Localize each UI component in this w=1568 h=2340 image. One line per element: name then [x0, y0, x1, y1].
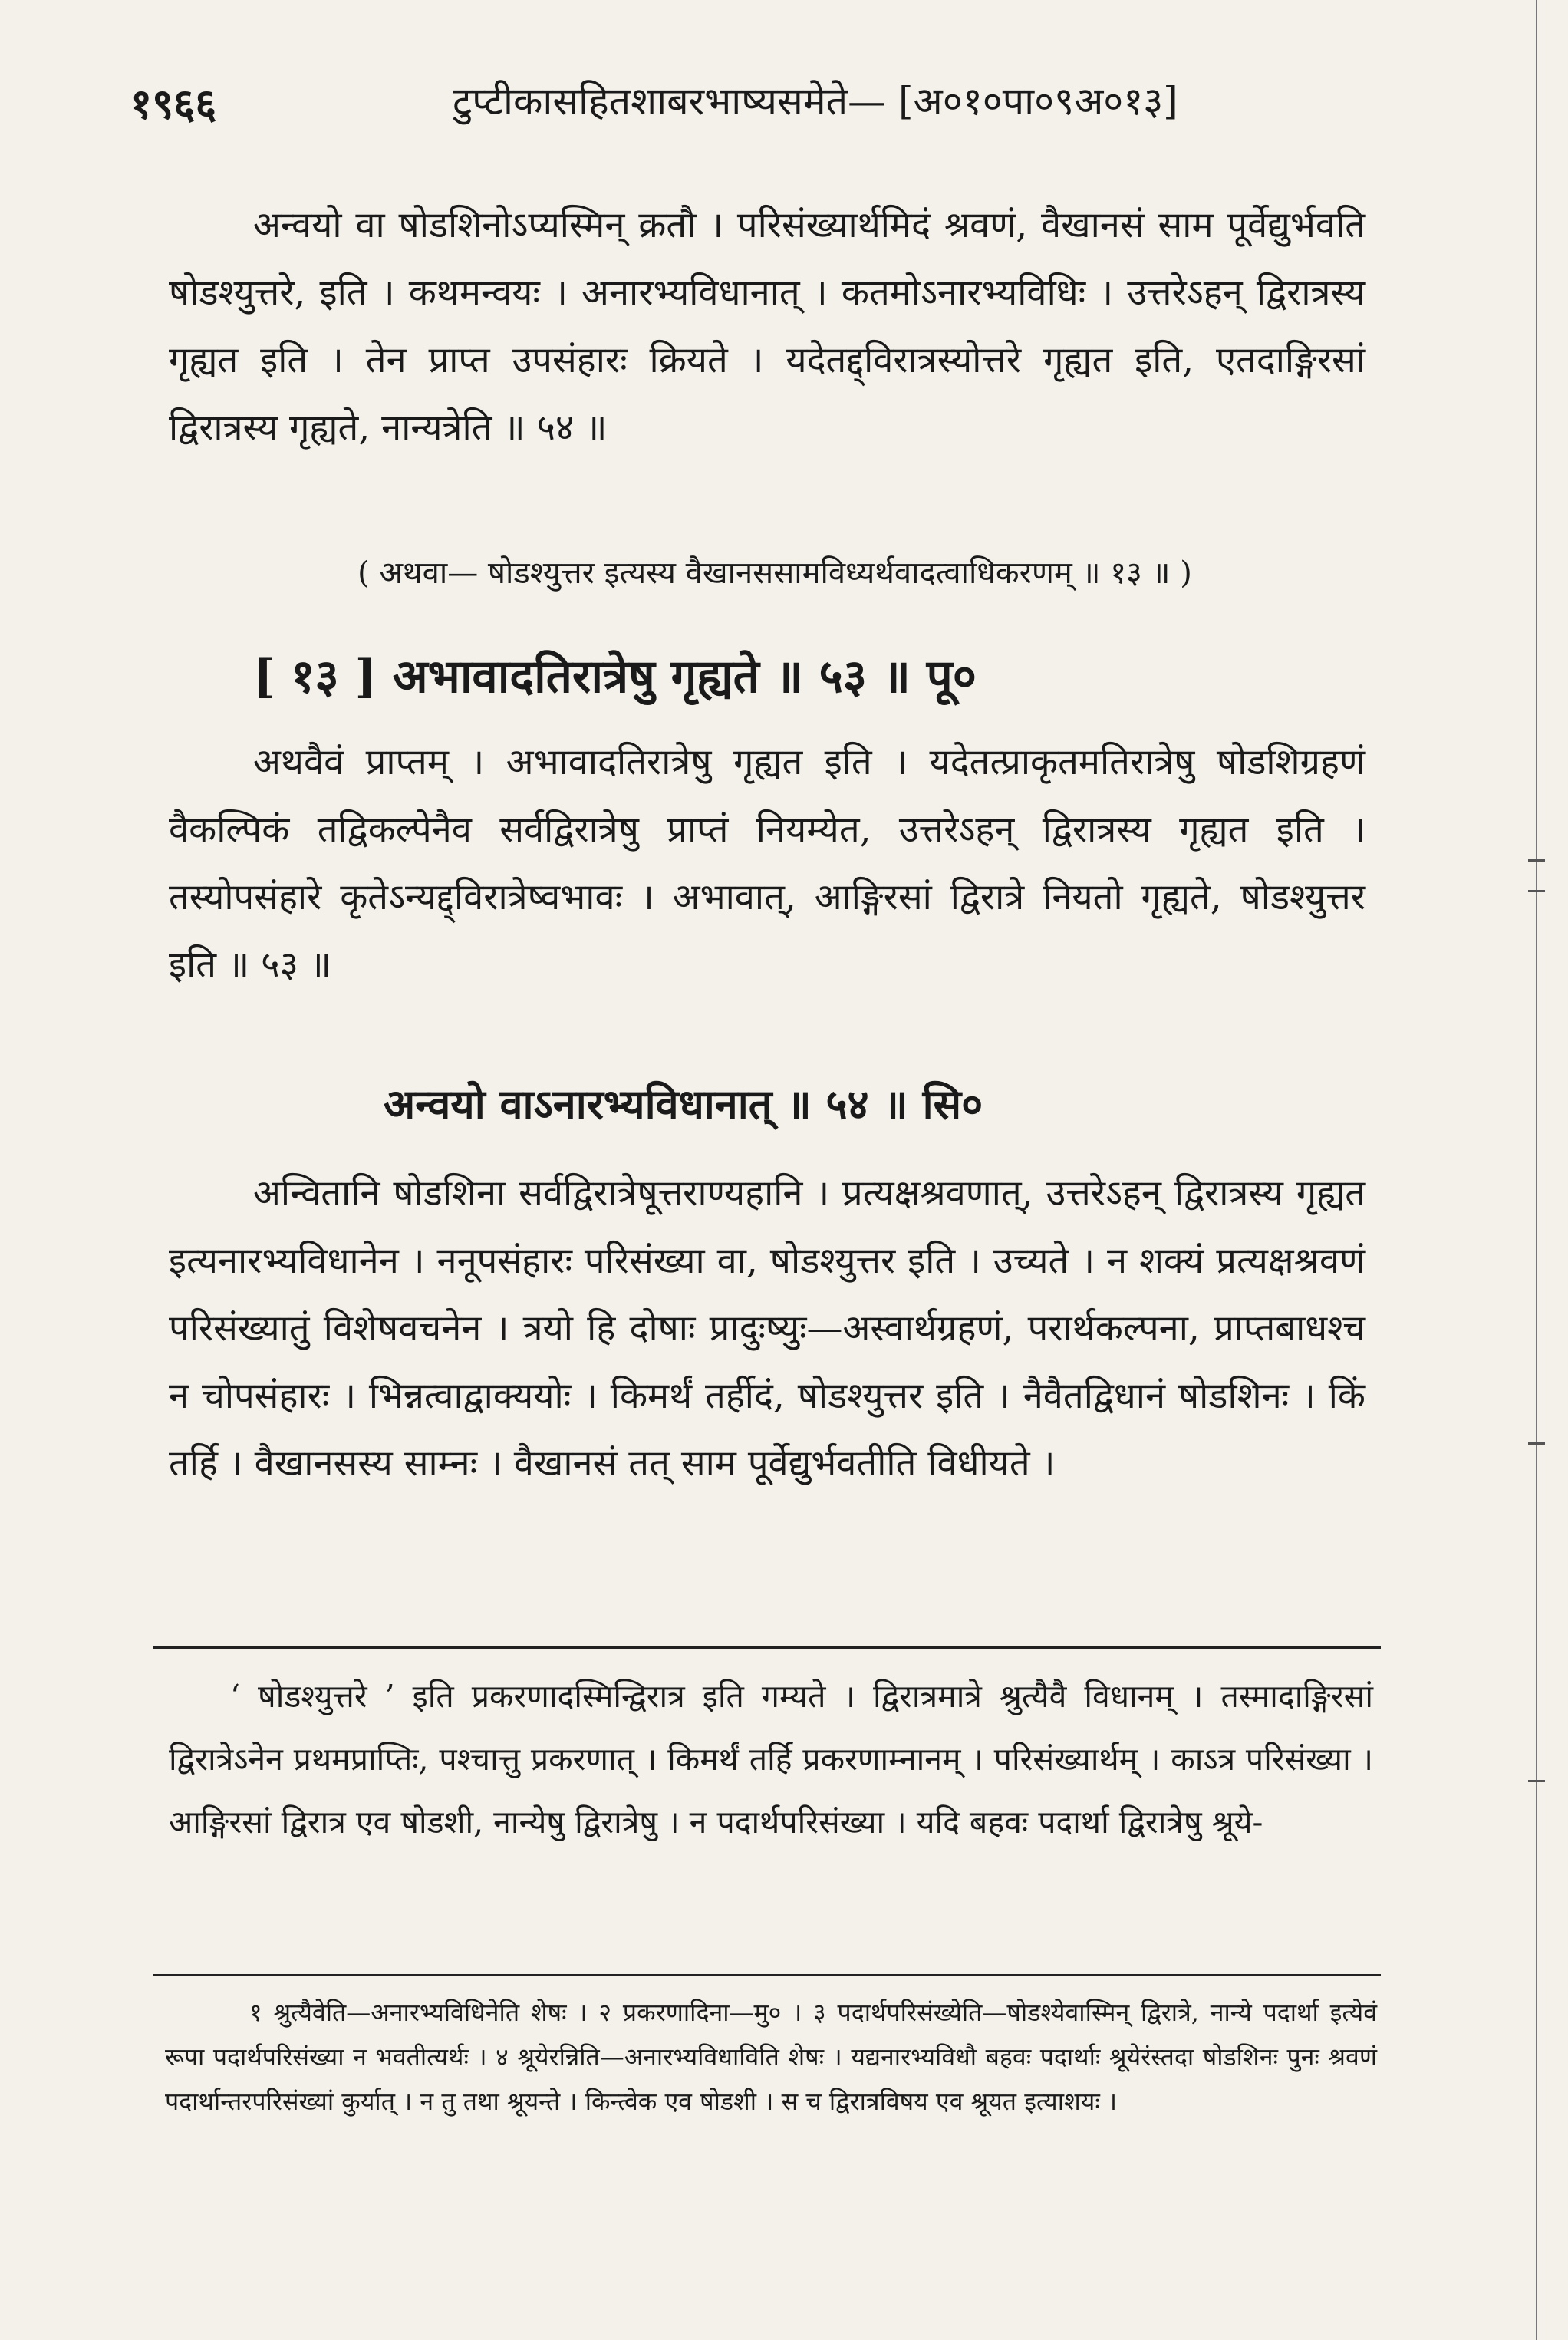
- commentary-block: [169, 1665, 1373, 1854]
- edge-mark: [1528, 859, 1545, 862]
- footnote-divider: [153, 1974, 1381, 1976]
- edge-mark: [1528, 1780, 1545, 1782]
- edge-mark: [1528, 1442, 1545, 1445]
- page-number: १९६६: [130, 79, 217, 128]
- bhashya-54-block: [169, 1160, 1365, 1498]
- intro-paragraph-block: [169, 192, 1365, 462]
- intro-paragraph: अन्वयो वा षोडशिनोऽप्यस्मिन् क्रतौ । परिसंख्यार्थमिदं श्रवणं, वैखानसं साम पूर्वेद्युर्भवति षोडश्युत्तरे, इति । कथमन्वयः । अनारभ्यविधानात् । कतमोऽनारभ्यविधिः । उत्तरेऽहन् द्विरात्रस्य गृह्यत इति । तेन प्राप्त उपसंहारः क्रियते । यदेतद्द्विरात्रस्योत्तरे गृह्यत इति, एतदाङ्गिरसां द्विरात्रस्य गृह्यते, नान्यत्रेति ॥ ५४ ॥: [169, 204, 1365, 449]
- footnotes-paragraph: १ श्रुत्यैवेति—अनारभ्यविधिनेति शेषः । २ प्रकरणादिना—मु० । ३ पदार्थपरिसंख्येति—षोडश्येवास्मिन् द्विरात्रे, नान्ये पदार्था इत्येवं रूपा पदार्थपरिसंख्या न भवतीत्यर्थः । ४ श्रूयेरन्निति—अनारभ्यविधाविति शेषः । यद्यनारभ्यविधौ बहवः पदार्थाः श्रूयेरंस्तदा षोडशिनः पुनः श्रवणं पदार्थान्तरपरिसंख्यां कुर्यात् । न तु तथा श्रूयन्ते । किन्त्वेक एव षोडशी । स च द्विरात्रविषय एव श्रूयत इत्याशयः ।: [165, 1998, 1377, 2116]
- commentary-paragraph: ‘ षोडश्युत्तरे ’ इति प्रकरणादस्मिन्द्विरात्र इति गम्यते । द्विरात्रमात्रे श्रुत्यैवै विधानम् । तस्मादाङ्गिरसां द्विरात्रेऽनेन प्रथमप्राप्तिः, पश्चात्तु प्रकरणात् । किमर्थं तर्हि प्रकरणाम्नानम् । परिसंख्यार्थम् । काऽत्र परिसंख्या । आङ्गिरसां द्विरात्र एव षोडशी, नान्येषु द्विरात्रेषु । न पदार्थपरिसंख्या । यदि बहवः पदार्था द्विरात्रेषु श्रूये-: [169, 1678, 1373, 1841]
- footnotes-block: [165, 1990, 1377, 2124]
- sutra-54-heading: अन्वयो वाऽनारभ्यविधानात् ॥ ५४ ॥ सि०: [384, 1079, 983, 1129]
- running-title: टुप्टीकासहितशाबरभाष्यसमेते— [अ०१०पा०९अ०१३]: [453, 79, 1178, 124]
- adhikarana-note: ( अथवा— षोडश्युत्तर इत्यस्य वैखानससामविध्यर्थवादत्वाधिकरणम् ॥ १३ ॥ ): [357, 555, 1192, 591]
- bhashya-53-paragraph: अथवैवं प्राप्तम् । अभावादतिरात्रेषु गृह्यत इति । यदेतत्प्राकृतमतिरात्रेषु षोडशिग्रहणं वैकल्पिकं तद्विकल्पेनैव सर्वद्विरात्रेषु प्राप्तं नियम्येत, उत्तरेऽहन् द्विरात्रस्य गृह्यत इति । तस्योपसंहारे कृतेऽन्यद्द्विरात्रेष्वभावः । अभावात्, आङ्गिरसां द्विरात्रे नियतो गृह्यते, षोडश्युत्तर इति ॥ ५३ ॥: [169, 741, 1365, 986]
- commentary-divider: [153, 1646, 1381, 1649]
- binding-edge: [1520, 0, 1554, 2340]
- bhashya-53-block: [169, 729, 1365, 999]
- bhashya-54-paragraph: अन्वितानि षोडशिना सर्वद्विरात्रेषूत्तराण्यहानि । प्रत्यक्षश्रवणात्, उत्तरेऽहन् द्विरात्रस्य गृह्यत इत्यनारभ्यविधानेन । ननूपसंहारः परिसंख्या वा, षोडश्युत्तर इति । उच्यते । न शक्यं प्रत्यक्षश्रवणं परिसंख्यातुं विशेषवचनेन । त्रयो हि दोषाः प्रादुःष्युः—अस्वार्थग्रहणं, परार्थकल्पना, प्राप्तबाधश्च न चोपसंहारः । भिन्नत्वाद्वाक्ययोः । किमर्थं तर्हीदं, षोडश्युत्तर इति । नैवैतद्विधानं षोडशिनः । किं तर्हि । वैखानसस्य साम्नः । वैखानसं तत् साम पूर्वेद्युर्भवतीति विधीयते ।: [169, 1172, 1365, 1485]
- running-header: [115, 74, 1381, 127]
- binding-edge-line: [1536, 0, 1537, 2340]
- edge-mark: [1528, 890, 1545, 892]
- sutra-53-heading: [ १३ ] अभावादतिरात्रेषु गृह्यते ॥ ५३ ॥ पू०: [253, 650, 977, 704]
